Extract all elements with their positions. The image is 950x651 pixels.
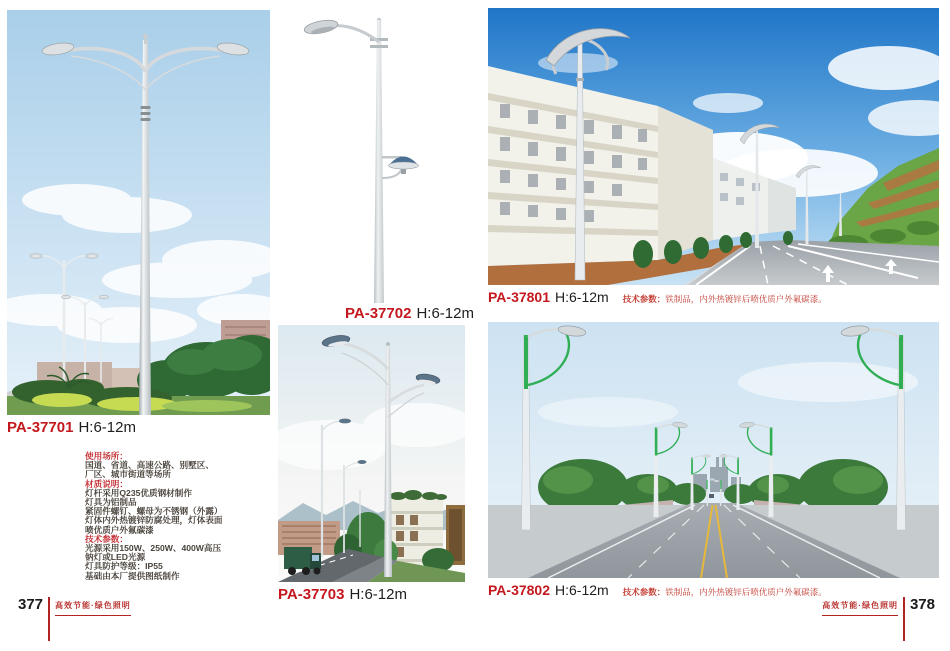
street-lamp-scene-illustration [278,325,465,582]
photo-pa-37703 [278,325,465,582]
footer-slogan: 高效节能·绿色照明 [822,600,898,616]
product-model-label: PA-37703 [278,586,345,603]
green-lamp-avenue-illustration [488,322,939,578]
footer-right [822,597,935,641]
spec-line: 厂区、城市街道等场所 [85,469,171,480]
spec-block [85,452,290,581]
distant-lamp-head [358,460,367,464]
product-height-label: H:6-12m [555,289,609,305]
page-number-left: 377 [18,596,44,613]
product-model-label: PA-37701 [7,419,74,436]
photo-pa-37801 [488,8,939,285]
product-height-label: H:6-12m [416,305,474,322]
spec-line: 喷优质户外氟碳漆 [85,524,154,535]
photo-pa-37702 [300,8,460,303]
footer-slogan: 高效节能·绿色照明 [55,600,131,616]
spec-line: 紧固件螺钉、螺母为不锈钢（外露） [85,506,223,517]
spec-line: 灯杆采用Q235优质钢材制作 [85,487,192,498]
spec-heading-material: 材质说明： [85,478,128,489]
spec-line: 基础由本厂提供图纸制作 [85,570,180,581]
spec-heading-usage: 使用场所： [85,451,128,461]
product-height-label: H:6-12m [78,419,136,436]
caption-pa-37802 [488,582,827,600]
product-height-label: H:6-12m [555,582,609,598]
product-model-label: PA-37802 [488,582,551,598]
spec-line: 国道、省道、高速公路、别墅区、 [85,460,214,471]
spec-line: 光源采用150W、250W、400W高压 [85,543,222,554]
tech-note-label: 技术参数： [622,587,666,597]
spec-line: 灯具防护等级：IP55 [85,561,163,572]
spec-line: 钠灯或LED光源 [85,552,146,563]
tech-note: 铁制品，内外热镀锌后喷优质户外氟碳漆。 [665,587,827,597]
footer-left [18,597,131,641]
spec-line: 灯具为铝制品 [85,497,137,508]
single-arm-lamp-product-illustration [300,8,460,303]
mid-mushroom-lamp [382,156,419,178]
tech-note-label: 技术参数： [622,294,666,304]
tech-note: 铁制品，内外热镀锌后喷优质户外氟碳漆。 [665,294,827,304]
product-model-label: PA-37702 [345,305,412,322]
spec-line: 灯体内外热镀锌防腐处理，灯体表面 [85,515,223,526]
photo-pa-37701 [7,10,270,415]
caption-pa-37801 [488,289,827,307]
page-number-right: 378 [909,596,935,613]
spec-heading-technical: 技术参数： [85,533,128,544]
product-model-label: PA-37801 [488,289,551,305]
footer-divider [48,597,50,641]
dual-arm-lamp-scene-illustration [7,10,270,415]
photo-pa-37802 [488,322,939,578]
avenue-lamp-scene-illustration [488,8,939,285]
lamp-pole [370,18,388,303]
top-arm-and-head [303,18,379,42]
footer-divider [903,597,905,641]
caption-pa-37701 [7,419,136,437]
caption-pa-37703 [278,586,407,604]
caption-pa-37702 [345,305,474,323]
cloud [538,397,678,427]
product-height-label: H:6-12m [349,586,407,603]
distant-lamp-head [339,419,351,424]
